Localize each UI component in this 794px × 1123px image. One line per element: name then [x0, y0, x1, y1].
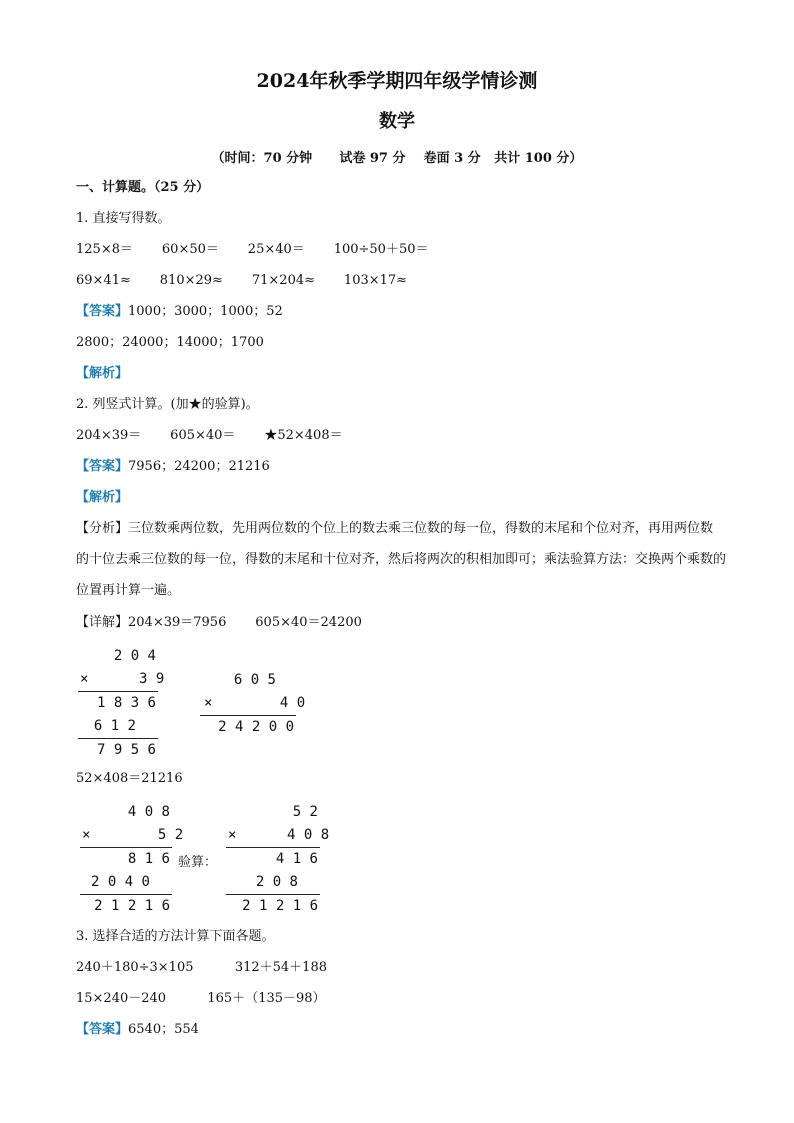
calc-rule — [226, 894, 320, 895]
calc-row: 2 4 2 0 0 — [218, 719, 294, 735]
calc-row: 2 1 2 1 6 — [242, 898, 318, 914]
calc-row: 4 0 8 — [127, 804, 170, 820]
calc-row: 2 0 4 0 — [90, 874, 150, 890]
fenxi-tag: 【分析】 — [76, 521, 129, 536]
q1-answer-2: 2800；24000；14000；1700 — [76, 335, 264, 350]
calc-row: 1 8 3 6 — [96, 695, 156, 711]
q2-line3: 52×408＝21216 — [76, 771, 183, 786]
answer-tag: 【答案】 — [76, 459, 129, 474]
analysis-tag: 【解析】 — [76, 366, 129, 381]
fenxi-text: 三位数乘两位数，先用两位数的个位上的数去乘三位数的每一位，得数的末尾和个位对齐，再用两位数的十位去乘三位数的每一位，得数的末尾和十位对齐，然后将两次的积相加即可；乘法验算方法：交换两个乘数的位置再计算一遍。 — [76, 521, 727, 598]
q1-answer-text: 1000；3000；1000；52 — [128, 304, 283, 319]
q3-answer-text: 6540；554 — [128, 1022, 199, 1037]
calc-rule — [80, 847, 172, 848]
q1-row1: 125×8＝ 60×50＝ 25×40＝ 100÷50＋50＝ — [76, 242, 429, 257]
q1-answer — [76, 304, 283, 320]
calc-rule — [78, 691, 158, 692]
xiangjie-tag: 【详解】 — [76, 615, 129, 630]
xiangjie-line — [76, 615, 362, 631]
calc-rule — [226, 847, 320, 848]
vertical-calc-52x408 — [226, 804, 330, 916]
calc-rule — [78, 738, 158, 739]
q1-prompt: 1. 直接写得数。 — [76, 211, 171, 226]
calc-row: 6 1 2 — [93, 718, 136, 734]
check-label: 验算： — [178, 855, 218, 870]
q3-prompt: 3. 选择合适的方法计算下面各题。 — [76, 929, 275, 944]
page-title: 2024年秋季学期四年级学情诊测 — [256, 70, 538, 92]
q2-prompt: 2. 列竖式计算。(加★的验算)。 — [76, 397, 259, 412]
calc-row: × 3 9 — [80, 671, 165, 687]
calc-row: 4 1 6 — [275, 851, 318, 867]
section-heading: 一、计算题。（25 分） — [76, 180, 210, 195]
subject-title: 数学 — [379, 111, 415, 132]
q1-row2: 69×41≈ 810×29≈ 71×204≈ 103×17≈ — [76, 273, 408, 288]
calc-row: 6 0 5 — [233, 672, 276, 688]
calc-row: × 4 0 8 — [228, 827, 330, 843]
calc-row: 7 9 5 6 — [96, 742, 156, 758]
q2-answer-text: 7956；24200；21216 — [128, 459, 270, 474]
answer-tag: 【答案】 — [76, 1022, 129, 1037]
q3-row1: 240＋180÷3×105 312＋54＋188 — [76, 960, 327, 975]
analysis-tag: 【解析】 — [76, 490, 129, 505]
calc-rule — [200, 715, 296, 716]
calc-rule — [80, 894, 172, 895]
calc-row: 2 1 2 1 6 — [94, 898, 170, 914]
q2-answer — [76, 459, 270, 475]
vertical-calc-204x39 — [78, 648, 165, 760]
xiangjie-text: 204×39＝7956 605×40＝24200 — [128, 615, 362, 630]
calc-row: 8 1 6 — [127, 851, 170, 867]
calc-row: 5 2 — [292, 804, 318, 820]
q2-row: 204×39＝ 605×40＝ ★52×408＝ — [76, 428, 343, 443]
answer-tag: 【答案】 — [76, 304, 129, 319]
vertical-calc-605x40 — [200, 672, 306, 742]
q3-answer — [76, 1022, 199, 1038]
calc-row: 2 0 8 — [255, 874, 298, 890]
calc-row: × 4 0 — [204, 695, 306, 711]
analysis-paragraph — [76, 513, 726, 606]
exam-info: （时间：70 分钟 试卷 97 分 卷面 3 分 共计 100 分） — [211, 151, 583, 166]
vertical-calc-408x52 — [80, 804, 184, 916]
calc-row: × 5 2 — [82, 827, 184, 843]
q3-row2: 15×240－240 165＋（135－98） — [76, 991, 326, 1006]
calc-row: 2 0 4 — [113, 648, 156, 664]
